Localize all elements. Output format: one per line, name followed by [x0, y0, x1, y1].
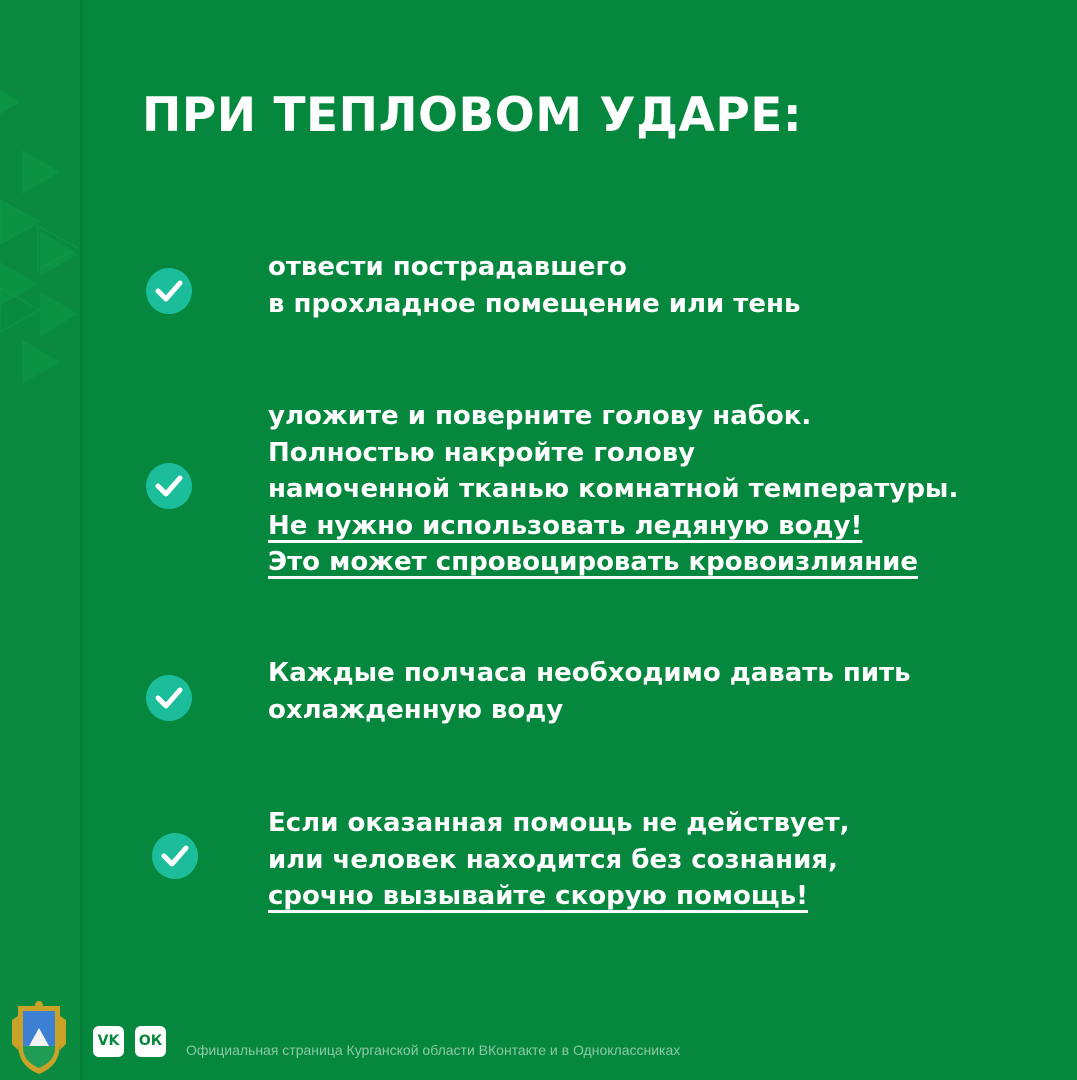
item-line: уложите и поверните голову набок. [268, 401, 812, 431]
item-line: охлажденную воду [268, 694, 564, 725]
warning-line: Не нужно использовать ледяную воду! [268, 510, 863, 541]
item-line: Полностью накройте голову [268, 437, 696, 468]
item-line: Если оказанная помощь не действует, [268, 808, 850, 838]
footer [0, 995, 1077, 1080]
item-text [268, 398, 1068, 581]
item-text [268, 249, 1068, 322]
item-line: Каждые полчаса необходимо давать пить [268, 658, 911, 688]
page-title: ПРИ ТЕПЛОВОМ УДАРЕ: [142, 88, 803, 143]
item-line: отвести пострадавшего [268, 252, 627, 282]
item-text [268, 805, 1068, 915]
item-line: намоченной тканью комнатной температуры. [268, 474, 959, 504]
check-circle-icon [146, 268, 192, 314]
item-text [268, 655, 1068, 728]
coat-of-arms-icon [10, 1000, 68, 1076]
footer-caption: Официальная страница Курганской области ВКонтакте и в Одноклассниках [186, 1042, 681, 1058]
item-line: в прохладное помещение или тень [268, 288, 801, 319]
item-line: или человек находится без сознания, [268, 844, 838, 875]
decorative-side-strip [0, 0, 80, 1080]
warning-line: Это может спровоцировать кровоизлияние [268, 547, 919, 577]
triangle-pattern-icon [0, 0, 80, 420]
vk-link[interactable]: VK [93, 1026, 124, 1057]
ok-link[interactable]: ОК [135, 1026, 166, 1057]
check-circle-icon [152, 833, 198, 879]
check-circle-icon [146, 463, 192, 509]
check-circle-icon [146, 675, 192, 721]
call-ambulance-line: срочно вызывайте скорую помощь! [268, 881, 808, 911]
